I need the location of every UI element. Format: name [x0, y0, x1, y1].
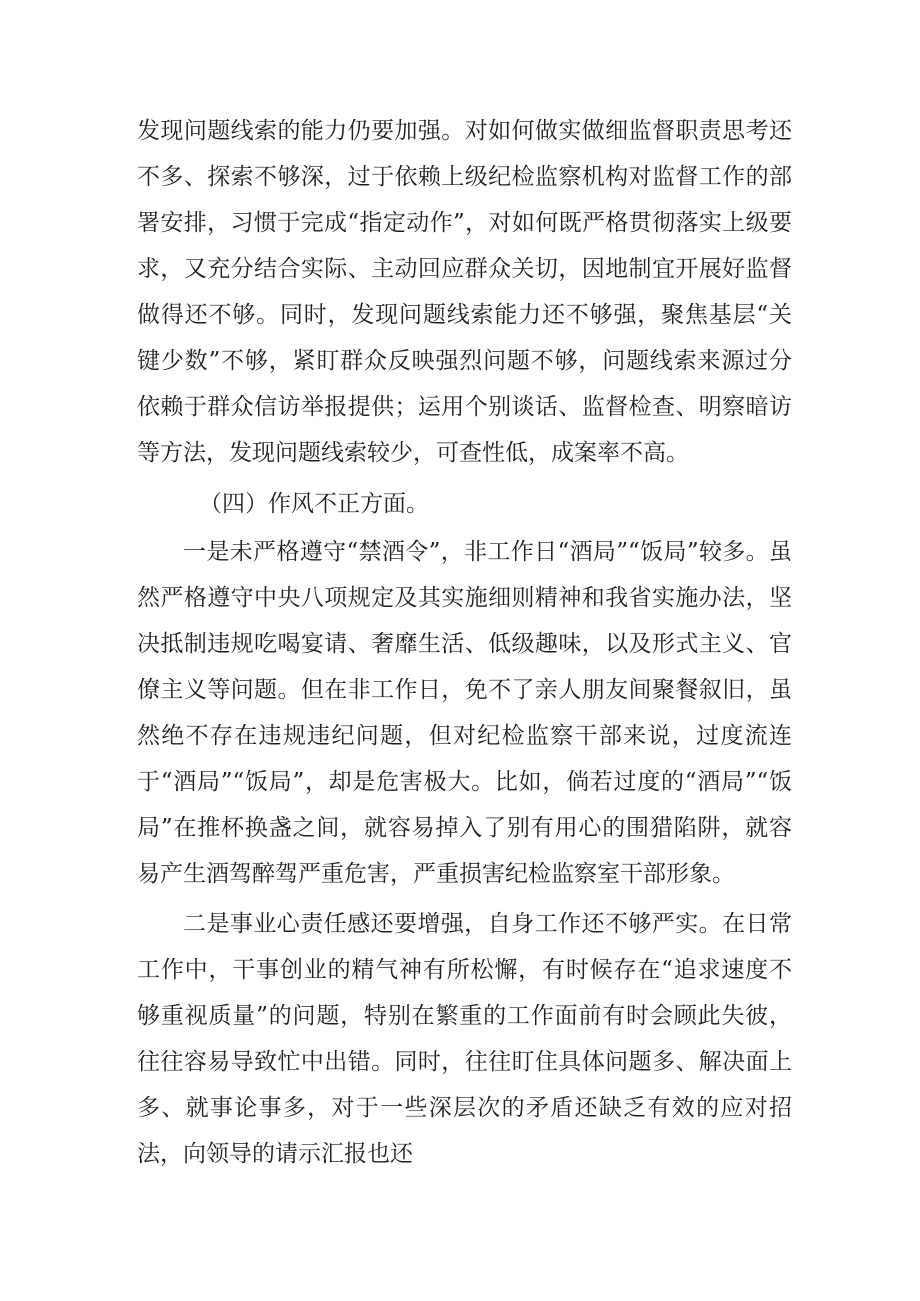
paragraph-item-two: 二是事业心责任感还要增强，自身工作还不够严实。在日常工作中，干事创业的精气神有所松懈，有时候存在“追求速度不够重视质量”的问题，特别在繁重的工作面前有时会顾此失彼，往往容易导致忙中出错。同时，往往盯住具体问题多、解决面上多、就事论事多，对于一些深层次的矛盾还缺乏有效的应对招法，向领导的请示汇报也还	[137, 911, 792, 1167]
document-body	[137, 108, 792, 1177]
paragraph-continuation: 发现问题线索的能力仍要加强。对如何做实做细监督职责思考还不多、探索不够深，过于依赖上级纪检监察机构对监督工作的部署安排，习惯于完成“指定动作”，对如何既严格贯彻落实上级要求，又充分结合实际、主动回应群众关切，因地制宜开展好监督做得还不够。同时，发现问题线索能力还不够强，聚焦基层“关键少数”不够，紧盯群众反映强烈问题不够，问题线索来源过分依赖于群众信访举报提供；运用个别谈话、监督检查、明察暗访等方法，发现问题线索较少，可查性低，成案率不高。	[137, 118, 792, 466]
section-heading: （四）作风不正方面。	[199, 491, 429, 517]
paragraph-item-one: 一是未严格遵守“禁酒令”，非工作日“酒局”“饭局”较多。虽然严格遵守中央八项规定及其实施细则精神和我省实施办法，坚决抵制违规吃喝宴请、奢靡生活、低级趣味，以及形式主义、官僚主义等问题。但在非工作日，免不了亲人朋友间聚餐叙旧，虽然绝不存在违规违纪问题，但对纪检监察干部来说，过度流连于“酒局”“饭局”，却是危害极大。比如，倘若过度的“酒局”“饭局”在推杯换盏之间，就容易掉入了别有用心的围猎陷阱，就容易产生酒驾醉驾严重危害，严重损害纪检监察室干部形象。	[137, 539, 792, 887]
